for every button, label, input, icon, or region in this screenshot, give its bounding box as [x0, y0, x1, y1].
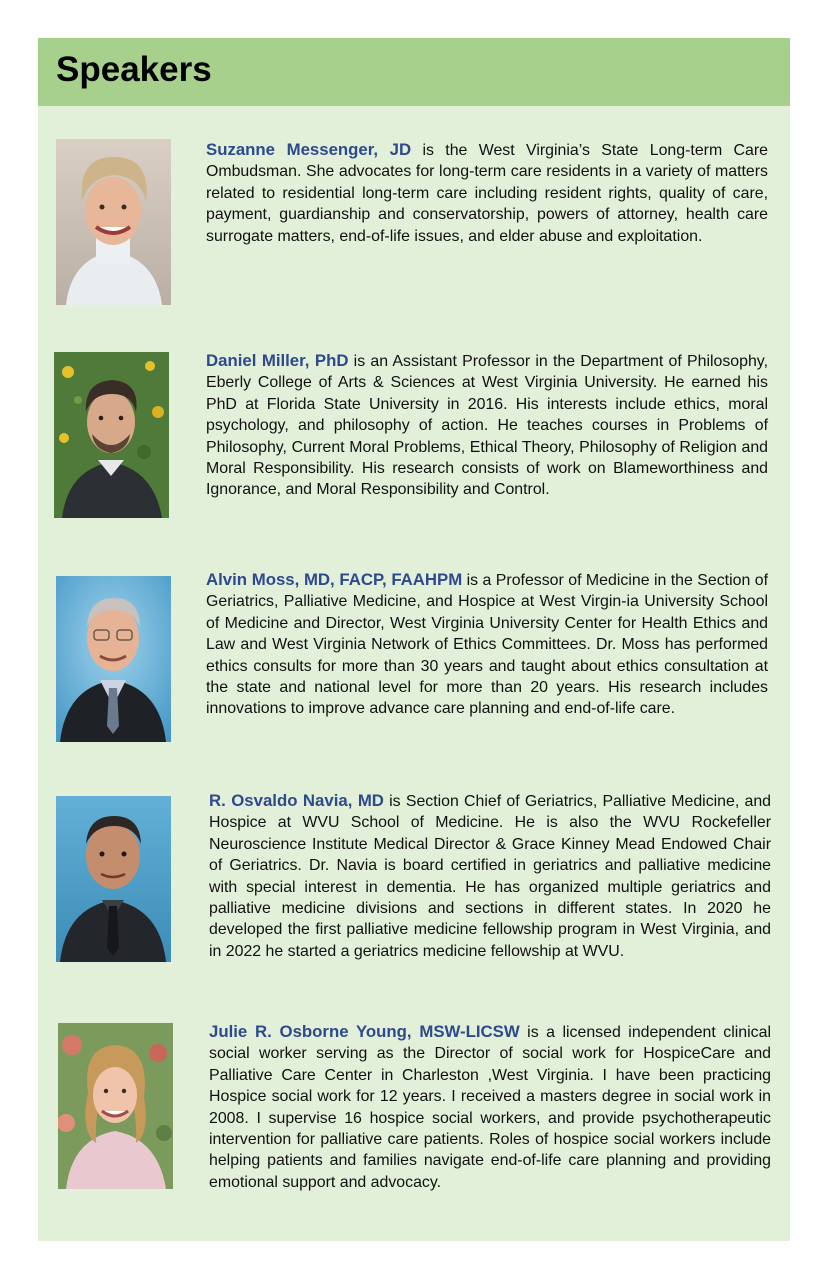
- speaker-bio-text: is the West Virginia’s State Long-term Care Ombudsman. She advocates for long-term care residents in a variety of matters related to residential long-term care including resident rights, quality of care, payment, guardianship and conservatorship, powers of attorney, health care surrogate matters, end-of-life issues, and elder abuse and exploitation.: [206, 142, 768, 245]
- speaker-bio: [209, 1021, 771, 1193]
- speaker-bio: [206, 569, 768, 720]
- speaker-bio-text: is a Professor of Medicine in the Section of Geriatrics, Palliative Medicine, and Hospice at West Virgin-ia University School of Medicine and Director, West Virginia University Center for Health Ethics and Law and West Virginia Network of Ethics Committees. Dr. Moss has performed ethics consults for more than 30 years and taught about ethics consultation at the state and national level for more than 20 years. His research includes innovations to improve advance care planning and end-of-life care.: [206, 572, 768, 718]
- speaker-photo: [54, 352, 169, 518]
- speaker-bio: [206, 139, 768, 247]
- speaker-photo: [56, 139, 171, 305]
- speaker-bio-text: is a licensed independent clinical social worker serving as the Director of social work for HospiceCare and Palliative Care Center in Charleston ,West Virginia. I have been practicing Hospice social work for 12 years. I received a masters degree in social work in 2008. I supervise 16 hospice social workers, and provide psychotherapeutic intervention for palliative care patients. Roles of hospice social workers include helping patients and families navigate end-of-life care planning and providing emotional support and advocacy.: [209, 1024, 771, 1191]
- speaker-name: Alvin Moss, MD, FACP, FAAHPM: [206, 570, 463, 589]
- speaker-name: Suzanne Messenger, JD: [206, 140, 412, 159]
- speaker-bio: [206, 350, 768, 501]
- speaker-name: Daniel Miller, PhD: [206, 351, 349, 370]
- speaker-name: R. Osvaldo Navia, MD: [209, 791, 384, 810]
- speaker-bio: [209, 790, 771, 962]
- speaker-bio-text: is an Assistant Professor in the Department of Philosophy, Eberly College of Arts & Sciences at West Virginia University. He earned his PhD at Florida State University in 2016. His interests include ethics, moral psychology, and philosophy of action. He teaches courses in Problems of Philosophy, Current Moral Problems, Ethical Theory, Philosophy of Religion and Moral Responsibility. His research consists of work on Blameworthiness and Ignorance, and Moral Responsibility and Control.: [206, 353, 768, 499]
- speaker-photo: [56, 796, 171, 962]
- speaker-bio-text: is Section Chief of Geriatrics, Palliative Medicine, and Hospice at WVU School of Medicine. He is also the WVU Rockefeller Neuroscience Institute Medical Director & Grace Kinney Mead Endowed Chair of Geriatrics. Dr. Navia is board certified in geriatrics and palliative medicine with special interest in dementia. He has organized multiple geriatrics and palliative medicine divisions and sections in different states. In 2020 he developed the first palliative medicine fellowship program in West Virginia, and in 2022 he started a geriatrics medicine fellowship at WVU.: [209, 793, 771, 960]
- page-title: Speakers: [56, 50, 212, 89]
- section-header: [38, 38, 790, 106]
- speaker-photo: [56, 576, 171, 742]
- speaker-name: Julie R. Osborne Young, MSW-LICSW: [209, 1022, 520, 1041]
- speaker-photo: [58, 1023, 173, 1189]
